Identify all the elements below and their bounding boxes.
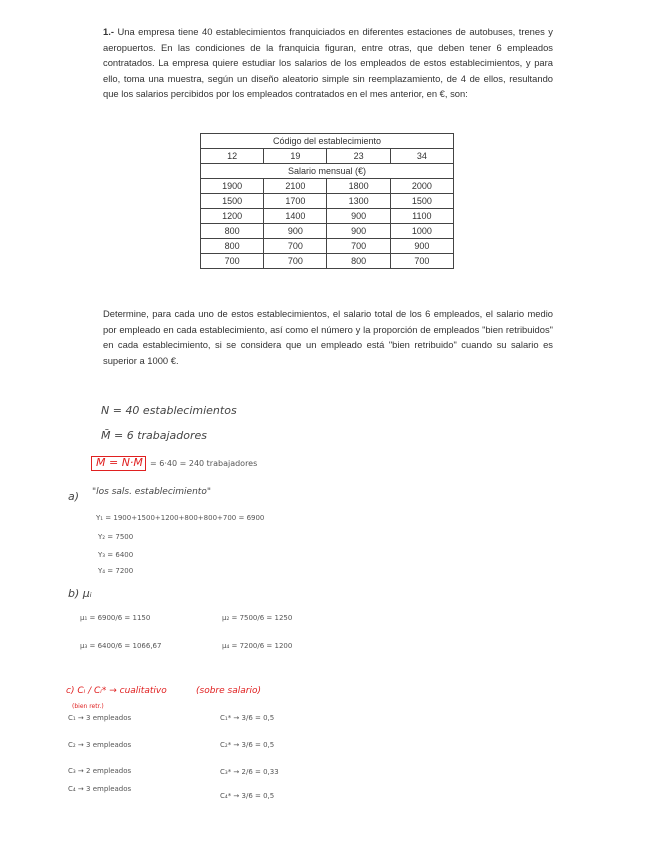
salary-cell: 1500	[390, 194, 453, 209]
mean-mu1: μ₁ = 6900/6 = 1150	[80, 614, 151, 622]
total-y4: Y₄ = 7200	[98, 567, 134, 575]
salary-cell: 900	[264, 224, 327, 239]
code-cell: 34	[390, 149, 453, 164]
mean-mu4: μ₄ = 7200/6 = 1200	[222, 642, 293, 650]
table-subheader: Salario mensual (€)	[201, 164, 454, 179]
salary-cell: 700	[201, 254, 264, 269]
note-n: N = 40 establecimientos	[101, 404, 237, 417]
salary-cell: 900	[327, 209, 390, 224]
section-c-label: c) Cᵢ / Cᵢ* → cualitativo	[66, 686, 167, 696]
section-a-title: "los sals. establecimiento"	[92, 487, 211, 497]
section-c-marker: (bien retr.)	[72, 703, 104, 710]
table-row	[201, 224, 454, 239]
salary-cell: 1800	[327, 179, 390, 194]
table-row	[201, 194, 454, 209]
salary-cell: 1000	[390, 224, 453, 239]
table-row	[201, 239, 454, 254]
total-y2: Y₂ = 7500	[98, 533, 134, 541]
code-cell: 23	[327, 149, 390, 164]
salary-cell: 2000	[390, 179, 453, 194]
salary-cell: 1200	[201, 209, 264, 224]
salary-cell: 2100	[264, 179, 327, 194]
problem-intro: Una empresa tiene 40 establecimientos franquiciados en diferentes estaciones de autobuses, trenes y aeropuertos. En las condiciones de la franquicia figuran, entre otras, que deben tener 6 empleados contratados. La empresa quiere estudiar los salarios de los empleados de estos establecimientos, y para ello, toma una muestra, según un diseño aleatorio simple sin reemplazamiento, de 4 de ellos, resultando que los salarios percibidos por los empleados contratados en el mes anterior, en €, son:	[103, 26, 553, 100]
salary-cell: 700	[390, 254, 453, 269]
count-c2: C₂ → 3 empleados	[68, 741, 132, 749]
salary-cell: 900	[390, 239, 453, 254]
problem-question: Determine, para cada uno de estos establecimientos, el salario total de los 6 empleados, el salario medio por empleado en cada establecimiento, así como el número y la proporción de empleados "bien retribuidos" en cada establecimiento, si se considera que un empleado está "bien retribuido" cuando su salario es superior a 1000 €.	[103, 308, 553, 366]
salary-cell: 700	[327, 239, 390, 254]
section-a-label: a)	[68, 490, 80, 503]
section-c-note: (sobre salario)	[196, 686, 261, 696]
salary-cell: 1500	[201, 194, 264, 209]
salary-cell: 800	[201, 239, 264, 254]
note-boxed-result: = 6·40 = 240 trabajadores	[150, 459, 258, 468]
prop-c2: C₂* → 3/6 = 0,5	[220, 741, 275, 749]
total-y1: Y₁ = 1900+1500+1200+800+800+700 = 6900	[96, 514, 265, 522]
mean-mu2: μ₂ = 7500/6 = 1250	[222, 614, 293, 622]
total-y3: Y₃ = 6400	[98, 551, 134, 559]
table-header: Código del establecimiento	[201, 134, 454, 149]
section-b-label: b) μᵢ	[68, 587, 92, 600]
salary-cell: 1300	[327, 194, 390, 209]
salary-cell: 1700	[264, 194, 327, 209]
salary-cell: 700	[264, 254, 327, 269]
mean-mu3: μ₃ = 6400/6 = 1066,67	[80, 642, 162, 650]
salary-table	[200, 133, 454, 269]
table-row	[201, 179, 454, 194]
salary-cell: 1400	[264, 209, 327, 224]
code-cell: 12	[201, 149, 264, 164]
salary-cell: 900	[327, 224, 390, 239]
problem-number: 1.-	[103, 26, 114, 37]
code-cell: 19	[264, 149, 327, 164]
prop-c1: C₁* → 3/6 = 0,5	[220, 714, 275, 722]
salary-cell: 800	[201, 224, 264, 239]
note-boxed-formula: M = N·M̄	[96, 456, 143, 469]
table-row	[201, 209, 454, 224]
salary-cell: 800	[327, 254, 390, 269]
salary-cell: 1900	[201, 179, 264, 194]
prop-c4: C₄* → 3/6 = 0,5	[220, 792, 275, 800]
count-c4: C₄ → 3 empleados	[68, 785, 132, 793]
problem-statement	[103, 24, 553, 102]
salary-cell: 1100	[390, 209, 453, 224]
count-c3: C₃ → 2 empleados	[68, 767, 132, 775]
prop-c3: C₃* → 2/6 = 0,33	[220, 768, 279, 776]
note-m: M̄ = 6 trabajadores	[101, 429, 208, 442]
salary-cell: 700	[264, 239, 327, 254]
table-row	[201, 254, 454, 269]
count-c1: C₁ → 3 empleados	[68, 714, 132, 722]
